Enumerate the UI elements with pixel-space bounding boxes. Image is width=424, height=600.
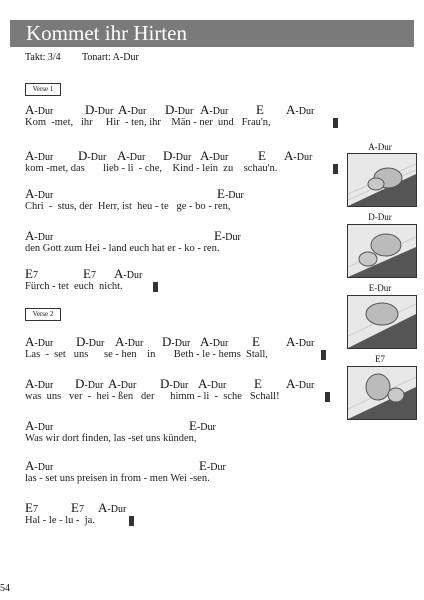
chord-symbol: D-Dur — [162, 334, 191, 349]
chord-symbol: D-Dur — [85, 102, 114, 117]
chord-symbol: A-Dur — [98, 500, 127, 515]
chord-symbol: A-Dur — [25, 376, 54, 391]
chord-symbol: D-Dur — [75, 376, 104, 391]
chord-diagram-a-dur — [347, 153, 417, 207]
chord-symbol: E-Dur — [189, 418, 216, 433]
chord-symbol: E-Dur — [214, 228, 241, 243]
page-number: 54 — [0, 583, 10, 594]
chord-name-e-dur: E-Dur — [368, 283, 392, 293]
chord-symbol: A-Dur — [25, 148, 54, 163]
chord-name-a-dur: A-Dur — [368, 142, 392, 152]
lyric-line: Las - set uns se - hen in Beth - le - hems Stall, — [25, 349, 268, 360]
end-bar-mark — [153, 282, 158, 292]
fretboard-icon — [348, 225, 416, 277]
chord-symbol: A-Dur — [25, 186, 54, 201]
chord-symbol: A-Dur — [25, 228, 54, 243]
lyric-line: kom -met, das lieb - li - che, Kind - lein zu schau'n. — [25, 163, 278, 174]
chord-symbol: E7 — [25, 500, 38, 515]
chord-symbol: D-Dur — [160, 376, 189, 391]
chord-symbol: D-Dur — [165, 102, 194, 117]
chord-symbol: A-Dur — [115, 334, 144, 349]
chord-symbol: A-Dur — [25, 458, 54, 473]
tonart-label: Tonart: A-Dur — [82, 52, 139, 63]
chord-diagram-e-dur — [347, 295, 417, 349]
lyric-line: Fürch - tet euch nicht. — [25, 281, 123, 292]
chord-diagram-d-dur — [347, 224, 417, 278]
chord-symbol: E — [252, 334, 260, 349]
chord-symbol: A-Dur — [200, 102, 229, 117]
lyric-line: Was wir dort finden, las -set uns künden, — [25, 433, 197, 444]
chord-symbol: A-Dur — [114, 266, 143, 281]
chord-symbol: D-Dur — [163, 148, 192, 163]
song-title: Kommet ihr Hirten — [26, 21, 187, 45]
chord-symbol: A-Dur — [25, 102, 54, 117]
chord-symbol: E-Dur — [199, 458, 226, 473]
chord-symbol: A-Dur — [117, 148, 146, 163]
chord-symbol: D-Dur — [76, 334, 105, 349]
chord-symbol: E — [256, 102, 264, 117]
chord-symbol: A-Dur — [284, 148, 313, 163]
chord-symbol: A-Dur — [25, 334, 54, 349]
lyric-line: las - set uns preisen in from - men Wei -sen. — [25, 473, 210, 484]
end-bar-mark — [129, 516, 134, 526]
lyric-line: Chri - stus, der Herr, ist heu - te ge - bo - ren, — [25, 201, 231, 212]
chord-symbol: E — [254, 376, 262, 391]
chord-diagram-e7 — [347, 366, 417, 420]
chord-symbol: A-Dur — [286, 376, 315, 391]
lyric-line: Hal - le - lu - ja. — [25, 515, 95, 526]
chord-symbol: A-Dur — [118, 102, 147, 117]
fretboard-icon — [348, 296, 416, 348]
lyric-line: Kom -met, ihr Hir - ten, ihr Män - ner und Frau'n, — [25, 117, 271, 128]
chord-symbol: E — [258, 148, 266, 163]
chord-symbol: E7 — [83, 266, 96, 281]
chord-symbol: E7 — [71, 500, 84, 515]
chord-symbol: A-Dur — [198, 376, 227, 391]
chord-symbol: D-Dur — [78, 148, 107, 163]
verse-1-label: Verse 1 — [25, 83, 61, 96]
chord-name-d-dur: D-Dur — [368, 212, 392, 222]
verse-2-label: Verse 2 — [25, 308, 61, 321]
takt-label: Takt: 3/4 — [25, 52, 61, 63]
chord-symbol: E7 — [25, 266, 38, 281]
title-bar — [10, 20, 414, 47]
chord-symbol: A-Dur — [108, 376, 137, 391]
lyric-line: den Gott zum Hei - land euch hat er - ko - ren. — [25, 243, 220, 254]
end-bar-mark — [333, 118, 338, 128]
fretboard-icon — [348, 154, 416, 206]
chord-symbol: A-Dur — [286, 334, 315, 349]
fretboard-icon — [348, 367, 416, 419]
chord-symbol: A-Dur — [25, 418, 54, 433]
end-bar-mark — [325, 392, 330, 402]
chord-symbol: A-Dur — [200, 148, 229, 163]
end-bar-mark — [333, 164, 338, 174]
chord-name-e7: E7 — [375, 354, 385, 364]
chord-symbol: E-Dur — [217, 186, 244, 201]
lyric-line: was uns ver - hei - ßen der himm - li - sche Schall! — [25, 391, 280, 402]
chord-symbol: A-Dur — [200, 334, 229, 349]
end-bar-mark — [321, 350, 326, 360]
chord-symbol: A-Dur — [286, 102, 315, 117]
